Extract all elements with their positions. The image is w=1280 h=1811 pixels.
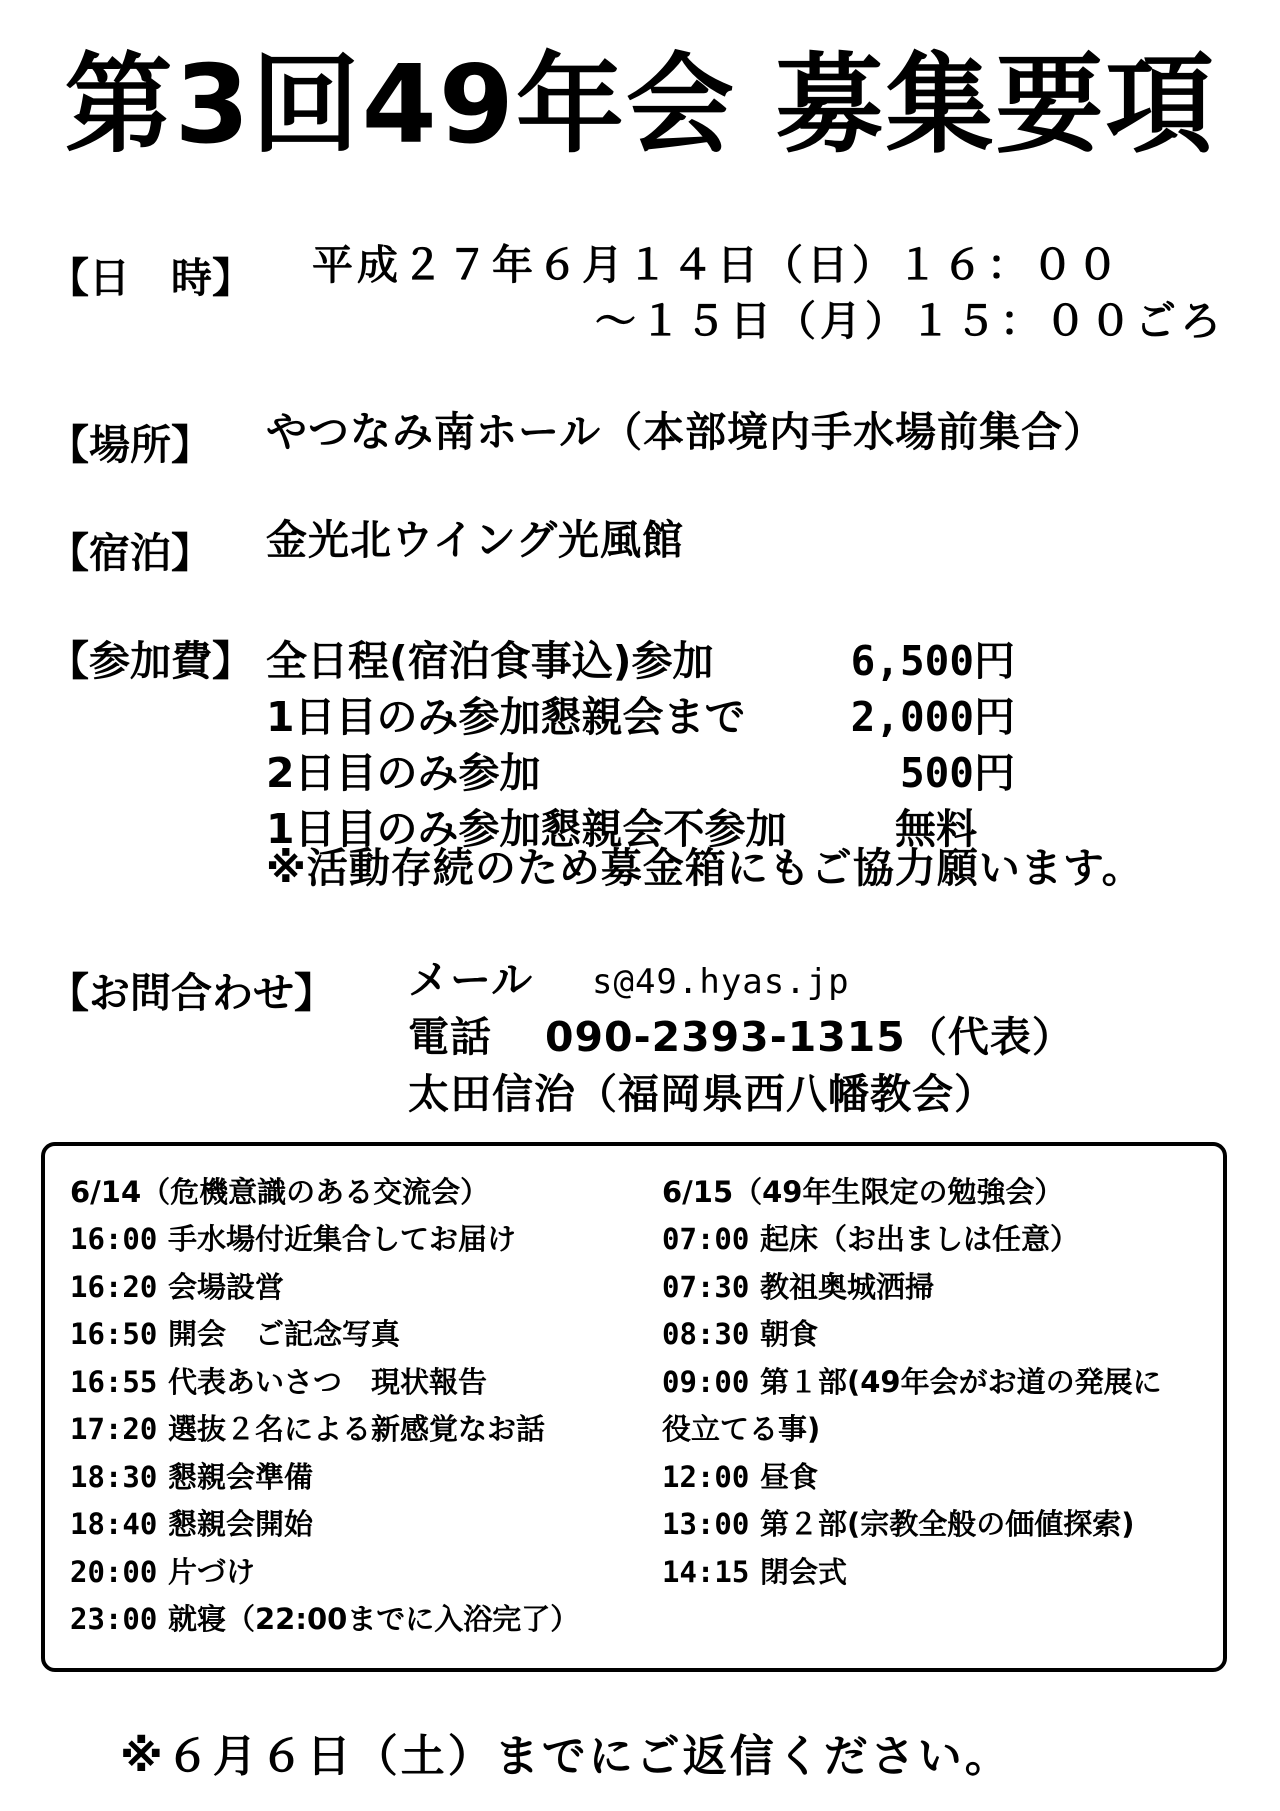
fee-note: ※活動存続のため募金箱にもご協力願います。 — [266, 844, 1144, 892]
schedule-item — [70, 1460, 314, 1494]
schedule-text: 起床（お出ましは任意） — [760, 1222, 1080, 1256]
schedule-text: 開会 ご記念写真 — [168, 1317, 401, 1351]
datetime-label: 【日 時】 — [48, 254, 253, 302]
schedule-text: 代表あいさつ 現状報告 — [168, 1365, 488, 1399]
schedule-item — [70, 1270, 285, 1304]
contact-mail-label: メール — [408, 956, 534, 1004]
schedule-item — [662, 1317, 819, 1351]
schedule-time: 07:00 — [662, 1222, 750, 1256]
schedule-text: 教祖奥城洒掃 — [760, 1270, 935, 1304]
schedule-text: 会場設営 — [168, 1270, 285, 1304]
fee-item-desc: 1日目のみ参加懇親会不参加 — [266, 805, 787, 853]
schedule-text: 懇親会開始 — [168, 1507, 314, 1541]
place-value: やつなみ南ホール（本部境内手水場前集合） — [266, 408, 1106, 456]
schedule-time: 07:30 — [662, 1270, 750, 1304]
schedule-text: 朝食 — [760, 1317, 819, 1351]
fee-item-amount: 無料 — [895, 805, 977, 853]
fee-item-desc: 全日程(宿泊食事込)参加 — [266, 637, 714, 685]
place-label: 【場所】 — [48, 421, 212, 469]
schedule-time: 08:30 — [662, 1317, 750, 1351]
schedule-item — [662, 1222, 1080, 1256]
schedule-text: 片づけ — [168, 1555, 256, 1589]
schedule-item — [70, 1507, 314, 1541]
schedule-time: 17:20 — [70, 1412, 158, 1446]
schedule-time: 20:00 — [70, 1555, 158, 1589]
schedule-item — [70, 1602, 580, 1636]
schedule-text: 役立てる事) — [662, 1412, 821, 1446]
lodging-label: 【宿泊】 — [48, 529, 212, 577]
contact-label: 【お問合わせ】 — [48, 969, 335, 1017]
schedule-item — [662, 1507, 1135, 1541]
contact-mail: s@49.hyas.jp — [592, 962, 850, 1002]
schedule-text: 手水場付近集合してお届け — [168, 1222, 517, 1256]
schedule-day1-heading: 6/14（危機意識のある交流会） — [70, 1175, 490, 1209]
datetime-line2: ～１５日（月）１５：００ごろ — [595, 297, 1225, 345]
reply-deadline-note: ※６月６日（土）までにご返信ください。 — [120, 1731, 1012, 1782]
schedule-time: 18:40 — [70, 1507, 158, 1541]
schedule-day2-heading: 6/15（49年生限定の勉強会） — [662, 1175, 1064, 1209]
schedule-text: 閉会式 — [760, 1555, 848, 1589]
schedule-item — [70, 1222, 517, 1256]
schedule-item — [70, 1412, 546, 1446]
schedule-time: 09:00 — [662, 1365, 750, 1399]
schedule-text: 選抜２名による新感覚なお話 — [168, 1412, 546, 1446]
contact-phone: 090-2393-1315（代表） — [545, 1013, 1074, 1061]
schedule-text: 懇親会準備 — [168, 1460, 314, 1494]
schedule-time: 16:00 — [70, 1222, 158, 1256]
schedule-item — [662, 1555, 848, 1589]
schedule-item — [70, 1555, 256, 1589]
fee-item-desc: 2日目のみ参加 — [266, 749, 541, 797]
schedule-text: 第１部(49年会がお道の発展に — [760, 1365, 1162, 1399]
schedule-time: 16:20 — [70, 1270, 158, 1304]
lodging-value: 金光北ウイング光風館 — [266, 516, 684, 564]
schedule-text: 就寝（22:00までに入浴完了） — [168, 1602, 580, 1636]
schedule-item — [662, 1270, 935, 1304]
fee-item-amount: 6,500円 — [850, 637, 1015, 685]
schedule-item — [662, 1460, 819, 1494]
fee-item-amount: 2,000円 — [850, 693, 1015, 741]
schedule-text: 昼食 — [760, 1460, 819, 1494]
schedule-time: 13:00 — [662, 1507, 750, 1541]
page-title: 第3回49年会 募集要項 — [64, 43, 1216, 168]
fee-item-desc: 1日目のみ参加懇親会まで — [266, 693, 746, 741]
schedule-time: 16:50 — [70, 1317, 158, 1351]
fee-label: 【参加費】 — [48, 637, 253, 685]
schedule-item — [70, 1365, 488, 1399]
schedule-time: 16:55 — [70, 1365, 158, 1399]
schedule-item — [662, 1365, 1162, 1399]
schedule-time: 14:15 — [662, 1555, 750, 1589]
schedule-text: 第２部(宗教全般の価値探索) — [760, 1507, 1135, 1541]
schedule-time: 23:00 — [70, 1602, 158, 1636]
schedule-item — [662, 1412, 821, 1446]
fee-item-amount: 500円 — [899, 749, 1015, 797]
datetime-line1: 平成２７年６月１４日（日）１６：００ — [312, 241, 1122, 289]
schedule-time: 12:00 — [662, 1460, 750, 1494]
schedule-time: 18:30 — [70, 1460, 158, 1494]
contact-person: 太田信治（福岡県西八幡教会） — [408, 1070, 996, 1118]
schedule-item — [70, 1317, 401, 1351]
contact-phone-label: 電話 — [408, 1013, 492, 1061]
